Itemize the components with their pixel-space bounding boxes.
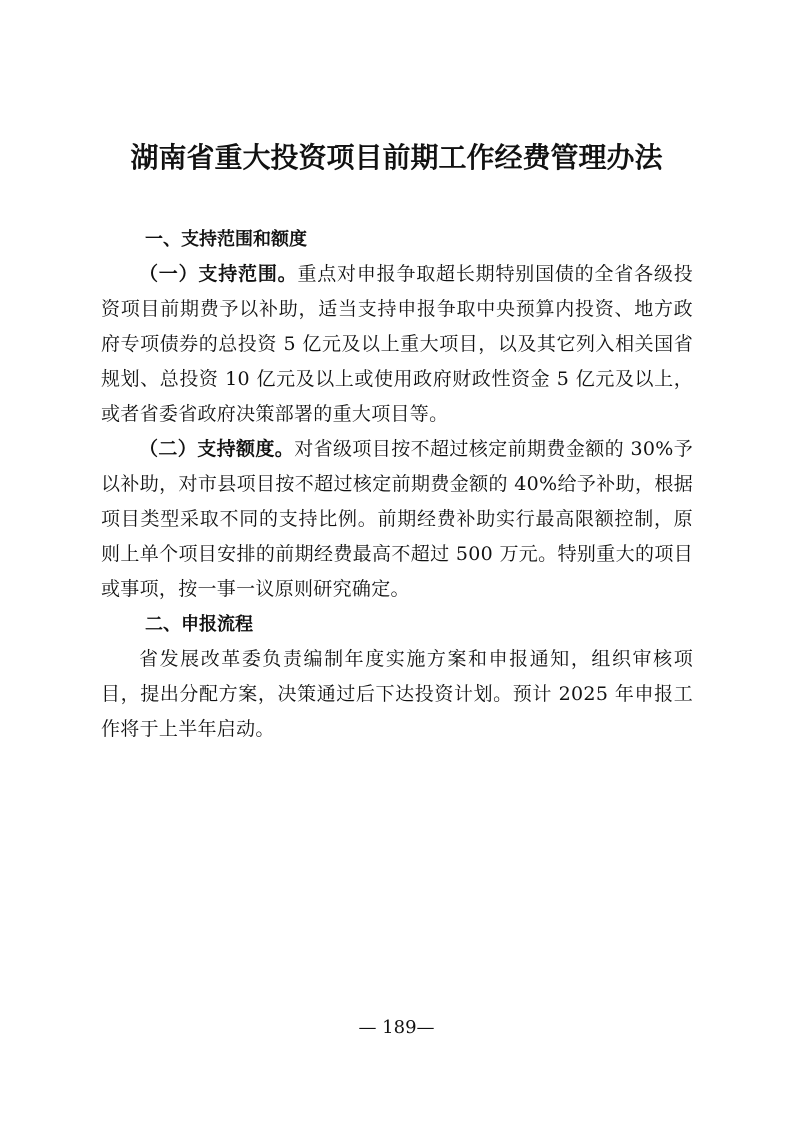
section-heading-scope: 一、支持范围和额度 bbox=[145, 229, 307, 250]
document-title: 湖南省重大投资项目前期工作经费管理办法 bbox=[130, 141, 663, 174]
paragraph-text-support-scope: 重点对申报争取超长期特别国债的全省各级投资项目前期费予以补助，适当支持申报争取中央预算内投资、地方政府专项债券的总投资 5 亿元及以上重大项目，以及其它列入相关国省规划、总投资 10 亿元及以上或使用政府财政性资金 5 亿元及以上，或者省委省政府决策部署的重大项目等。 bbox=[101, 263, 693, 425]
paragraph-label-support-scope: （一）支持范围。 bbox=[139, 263, 298, 285]
document-body bbox=[101, 222, 693, 747]
section-heading-process: 二、申报流程 bbox=[145, 614, 253, 635]
paragraph-label-support-amount: （二）支持额度。 bbox=[139, 438, 295, 460]
paragraph-application-process bbox=[101, 642, 693, 747]
paragraph-text-support-amount: 对省级项目按不超过核定前期费金额的 30%予以补助，对市县项目按不超过核定前期费金额的 40%给予补助，根据项目类型采取不同的支持比例。前期经费补助实行最高限额控制，原则上单个项目安排的前期经费最高不超过 500 万元。特别重大的项目或事项，按一事一议原则研究确定。 bbox=[101, 438, 694, 600]
paragraph-support-amount bbox=[101, 432, 693, 607]
page-number: — 189— bbox=[358, 1017, 435, 1038]
paragraph-text-application-process: 省发展改革委负责编制年度实施方案和申报通知，组织审核项目，提出分配方案，决策通过后下达投资计划。预计 2025 年申报工作将于上半年启动。 bbox=[101, 648, 693, 740]
paragraph-support-scope bbox=[101, 257, 693, 432]
